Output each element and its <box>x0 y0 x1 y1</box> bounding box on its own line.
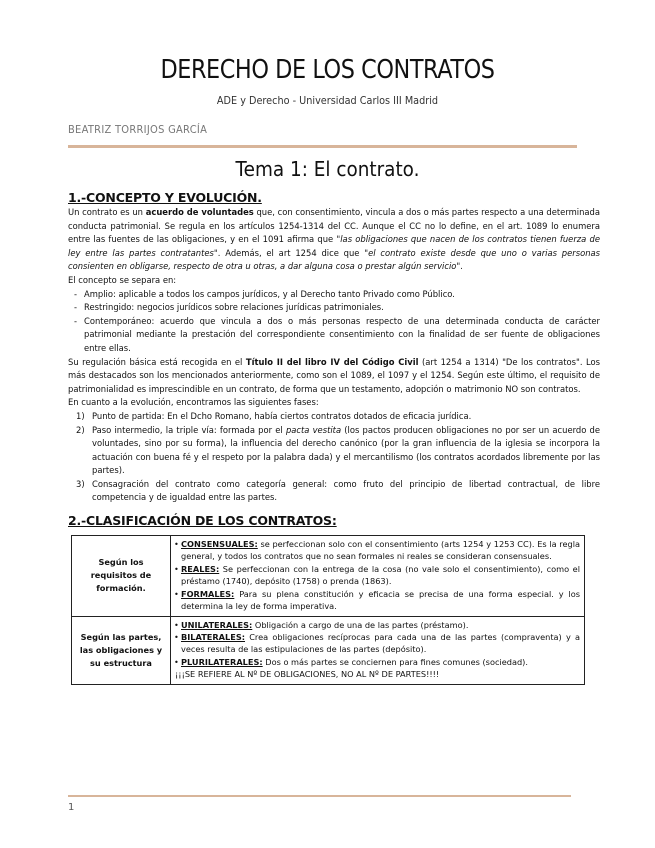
item-keyword: BILATERALES: <box>181 631 246 642</box>
bullet-icon: • <box>174 656 179 667</box>
classification-item <box>175 563 580 588</box>
list-item-text: Restringido: negocios jurídicos sobre relaciones jurídicas patrimoniales. <box>84 302 384 313</box>
text-run: ". Además, el art 1254 dice que " <box>213 247 369 258</box>
item-keyword: REALES: <box>181 563 220 574</box>
quote-italic: el contrato existe desde que uno o varias personas consienten en obligarse, respecto de otra u otras, a dar alguna cosa o prestar algún servicio <box>68 247 601 272</box>
classification-item <box>175 656 580 668</box>
section-heading-classification: 2.-CLASIFICACIÓN DE LOS CONTRATOS: <box>68 513 337 529</box>
list-item <box>68 301 600 315</box>
text-run: (los pactos producen obligaciones no por ser un acuerdo de voluntades, sino por su forma), la influencia del derecho canónico (por la gran influencia de la iglesia se incorpora la actuación con buena fé y el respeto por la palabra dada) y el mercantilismo (los contratos acordados libremente por las partes). <box>92 424 600 476</box>
dash-icon: - <box>74 302 78 313</box>
paragraph-concept-intro: El concepto se separa en: <box>68 274 177 285</box>
bold-term: Título II del libro IV del Código Civil <box>245 356 419 367</box>
row-header: Según las partes, las obligaciones y su estructura <box>72 616 171 684</box>
list-item <box>68 315 600 356</box>
classification-item <box>175 619 580 631</box>
page-number: 1 <box>68 802 75 813</box>
footer-divider <box>68 795 571 797</box>
document-title: DERECHO DE LOS CONTRATOS <box>160 55 495 85</box>
row-header: Según los requisitos de formación. <box>72 536 171 616</box>
row-content <box>171 616 585 684</box>
row-content <box>171 536 585 616</box>
list-item-text: Punto de partida: En el Dcho Romano, había ciertos contratos dotados de eficacia jurídica. <box>92 410 472 421</box>
bullet-icon: • <box>174 563 179 574</box>
concept-list <box>68 288 600 356</box>
text-run: ". <box>456 261 463 272</box>
list-number: 2) <box>76 424 85 435</box>
list-item-text: Amplio: aplicable a todos los campos jurídicos, y al Derecho tanto Privado como Público. <box>84 288 455 299</box>
author-name: BEATRIZ TORRIJOS GARCÍA <box>68 123 208 136</box>
latin-term: pacta vestita <box>285 424 342 435</box>
table-row <box>72 536 585 616</box>
list-item-text: Contemporáneo: acuerdo que vincula a dos o más personas respecto de una determinada conducta de carácter patrimonial mediante la prestación del correspondiente consentimiento con la finalidad de ser fuente de obligaciones entre ellas. <box>84 315 600 353</box>
header-divider <box>68 145 577 148</box>
section-heading-concept: 1.-CONCEPTO Y EVOLUCIÓN. <box>68 190 262 205</box>
paragraph-definition <box>68 206 600 274</box>
bold-term: acuerdo de voluntades <box>145 207 254 217</box>
bullet-icon: • <box>174 588 179 599</box>
text-run: Su regulación básica está recogida en el <box>68 356 246 367</box>
topic-title: Tema 1: El contrato. <box>235 157 420 181</box>
list-item-text: Consagración del contrato como categoría general: como fruto del principio de libertad contractual, de libre competencia y de igualdad entre las partes. <box>92 478 600 503</box>
classification-item <box>175 631 580 656</box>
list-item <box>68 478 600 505</box>
classification-table <box>71 535 585 684</box>
bullet-icon: • <box>174 631 179 642</box>
list-number: 3) <box>76 478 85 489</box>
bullet-icon: • <box>174 619 179 630</box>
paragraph-evolution-intro: En cuanto a la evolución, encontramos las siguientes fases: <box>68 397 319 408</box>
list-number: 1) <box>76 410 85 421</box>
table-row <box>72 616 585 684</box>
phases-list <box>68 410 600 505</box>
classification-note: ¡¡¡SE REFIERE AL Nº DE OBLIGACIONES, NO AL Nº DE PARTES!!!! <box>175 669 440 680</box>
text-run: que, con consentimiento, vincula a dos o más partes respecto a una determinada conducta patrimonial. Se regula en los artículos 1254-1314 del CC. Aunque el CC no lo define, en el art. 1089 lo enumera entre las fuentes de las obligaciones, y en el 1091 afirma que " <box>68 207 600 245</box>
item-text: Dos o más partes se conciernen para fines comunes (sociedad). <box>262 656 528 667</box>
item-text: Obligación a cargo de una de las partes (préstamo). <box>252 619 469 630</box>
item-keyword: CONSENSUALES: <box>181 539 258 550</box>
document-subtitle: ADE y Derecho - Universidad Carlos III Madrid <box>216 94 439 107</box>
bullet-icon: • <box>174 539 179 550</box>
list-item <box>68 288 600 302</box>
item-text: Crea obligaciones recíprocas para cada una de las partes (compraventa) y a veces resulta de las estipulaciones de las partes (depósito). <box>181 631 580 655</box>
item-keyword: PLURILATERALES: <box>181 656 263 667</box>
quote-italic: las obligaciones que nacen de los contratos tienen fuerza de ley entre las partes contratantes <box>68 234 600 258</box>
list-item <box>68 410 600 424</box>
item-text: se perfeccionan solo con el consentimiento (arts 1254 y 1253 CC). Es la regla general, y todos los contratos que no sean formales ni reales se consideran consensuales. <box>181 539 580 562</box>
text-run: Un contrato es un <box>68 207 146 217</box>
classification-item <box>175 588 580 613</box>
dash-icon: - <box>74 288 78 299</box>
text-run: (art 1254 a 1314) "De los contratos". Los más destacados son los mencionados anteriormente, como son el 1089, el 1097 y el 1254. Según este último, el requisito de patrimonialidad es imprescindible en un contrato, de forma que un testamento, adopción o matrimonio NO son contratos. <box>68 356 600 394</box>
item-text: Se perfeccionan con la entrega de la cosa (no vale solo el consentimiento), como el préstamo (1740), depósito (1758) o prenda (1863). <box>181 563 580 587</box>
classification-item <box>175 538 580 563</box>
paragraph-regulation <box>68 356 600 397</box>
dash-icon: - <box>74 315 78 326</box>
item-keyword: UNILATERALES: <box>181 619 253 630</box>
item-keyword: FORMALES: <box>181 588 235 599</box>
text-run: Paso intermedio, la triple vía: formada por el <box>92 424 286 435</box>
item-text: Para su plena constitución y eficacia se precisa de una forma especial. y los determina la ley de forma imperativa. <box>181 588 580 612</box>
list-item <box>68 424 600 478</box>
document-body <box>68 190 600 685</box>
